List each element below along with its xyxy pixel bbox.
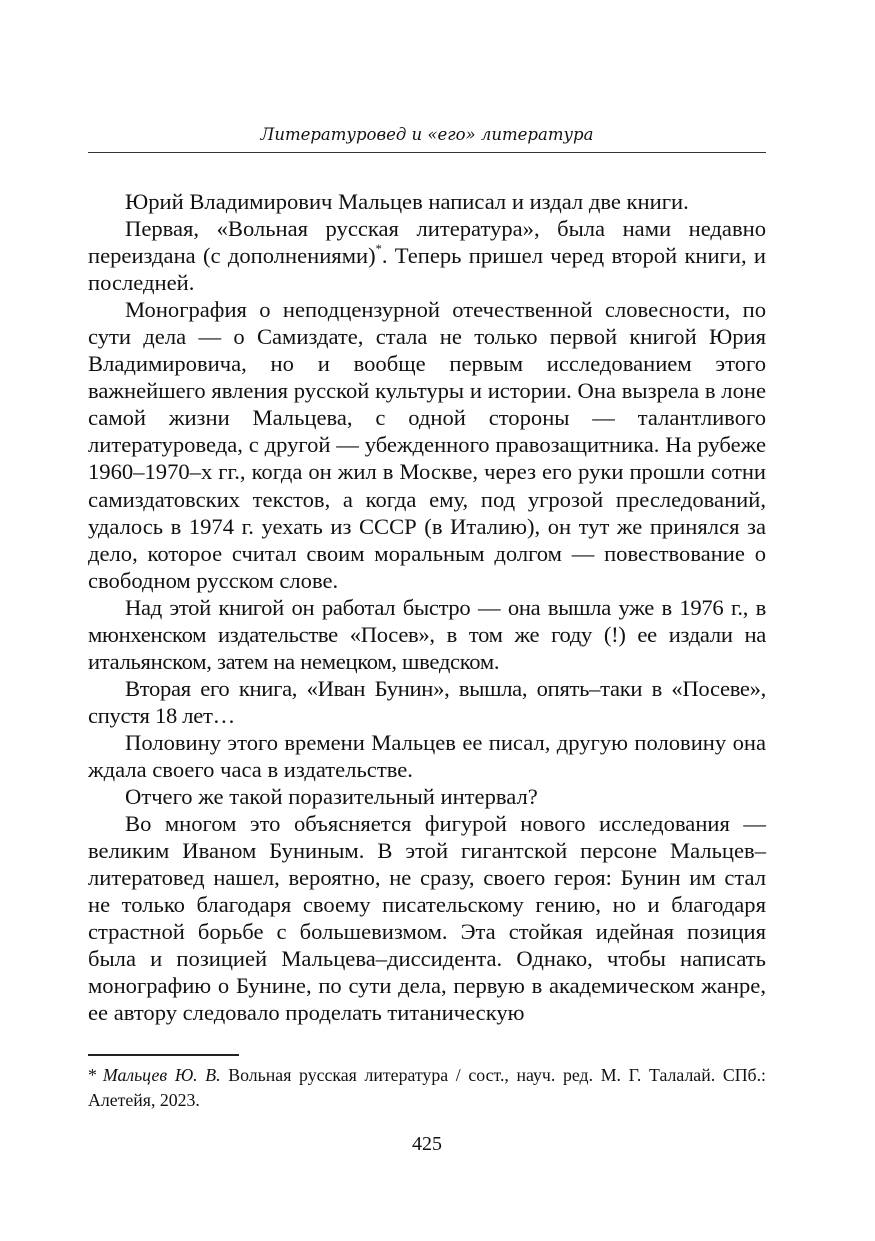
footnote-divider: [88, 1054, 239, 1056]
paragraph-8: Во многом это объясняется фигурой нового исследования — великим Иваном Буниным. В этой гигантской персоне Мальцев–литератовед нашел, вероятно, не сразу, своего героя: Бунин им стал не только благодаря своему писательскому гению, но и благодаря страстной борьбе с большевизмом. Эта стойкая идейная позиция была и позицией Мальцева–диссидента. Однако, чтобы написать монографию о Бунине, по сути дела, первую в академическом жанре, ее автору следовало проделать титаническую: [88, 811, 766, 1026]
paragraph-4: Над этой книгой он работал быстро — она вышла уже в 1976 г., в мюнхенском издательстве «Посев», в том же году (!) ее издали на итальянском, затем на немецком, шведском.: [88, 594, 766, 674]
footnote-reference: *: [375, 242, 382, 257]
footnote-text: Вольная русская литература / сост., науч. ред. М. Г. Талалай. СПб.: Алетейя, 2023.: [88, 1065, 766, 1110]
main-text: [88, 188, 766, 1026]
header-divider: [88, 152, 766, 153]
paragraph-2: [88, 215, 766, 296]
paragraph-5: Вторая его книга, «Иван Бунин», вышла, опять–таки в «Посеве», спустя 18 лет…: [88, 675, 766, 728]
footnote: [88, 1063, 766, 1112]
paragraph-3: Монография о неподцензурной отечественной словесности, по сути дела — о Самиздате, стала не только первой книгой Юрия Владимировича, но и вообще первым исследованием этого важнейшего явления русской культуры и истории. Она вызрела в лоне самой жизни Мальцева, с одной стороны — талантливого литературоведа, с другой — убежденного правозащитника. На рубеже 1960–1970–х гг., когда он жил в Москве, через его руки прошли сотни самиздатовских текстов, а когда ему, под угрозой преследований, удалось в 1974 г. уехать из СССР (в Италию), он тут же принялся за дело, которое считал своим моральным долгом — повествование о свободном русском слове.: [88, 297, 766, 593]
footnote-author: Мальцев Ю. В.: [102, 1065, 221, 1085]
paragraph-6: Половину этого времени Мальцев ее писал, другую половину она ждала своего часа в издательстве.: [88, 729, 766, 782]
running-title: Литературовед и «его» литература: [260, 125, 594, 144]
paragraph-2-text: Первая, «Вольная русская литература», была нами недавно переиздана (с дополнениями): [88, 216, 766, 269]
paragraph-1: Юрий Владимирович Мальцев написал и издал две книги.: [125, 189, 689, 214]
paragraph-2-tail: . Теперь пришел черед второй книги, и последней.: [88, 243, 766, 296]
paragraph-7: Отчего же такой поразительный интервал?: [125, 784, 538, 810]
footnote-marker: *: [88, 1065, 97, 1085]
page-number: 425: [412, 1133, 442, 1155]
